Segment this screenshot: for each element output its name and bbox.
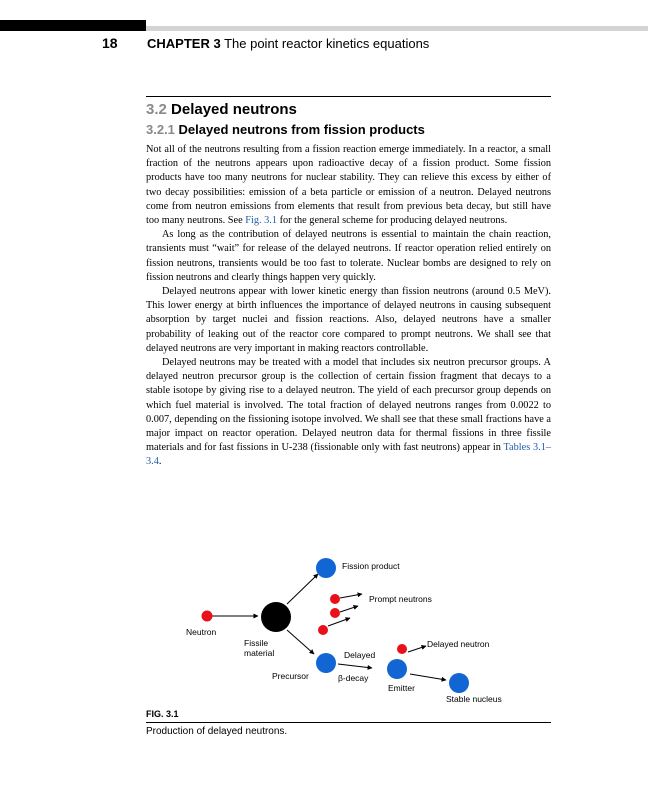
label-fission-product: Fission product <box>342 561 400 571</box>
chapter-title: The point reactor kinetics equations <box>224 36 430 51</box>
section-heading <box>146 101 297 118</box>
subsection-title: Delayed neutrons from fission products <box>178 122 425 137</box>
label-emitter: Emitter <box>388 683 415 693</box>
figure-caption-rule <box>146 722 551 723</box>
label-fissile-line2: material <box>244 648 275 658</box>
figure-diagram <box>146 548 551 710</box>
section-rule <box>146 96 551 97</box>
neutron-particle <box>202 611 213 622</box>
page-number: 18 <box>102 35 118 51</box>
section-title: Delayed neutrons <box>171 101 297 118</box>
arrow-beta-decay <box>338 664 372 668</box>
arrow-prompt-2 <box>340 606 358 612</box>
emitter-nucleus <box>387 659 407 679</box>
precursor-nucleus <box>316 653 336 673</box>
fissile-nucleus <box>261 602 291 632</box>
header-rule <box>146 26 648 31</box>
paragraph: Not all of the neutrons resulting from a fission reaction emerge immediately. In a reactor, a small fraction of the neutrons appears upon radioactive decay of a fission product. Some fission products have too many neutrons for nuclear stability. They can relieve this excess by either of two decay possibilities: emission of a beta particle or emission of a neutron. Delayed neutrons come from neutron emissions from elements that result from previous beta decay, but still have too many neutrons. See Fig. 3.1 for the general scheme for producing delayed neutrons. <box>146 144 551 227</box>
prompt-neutron-1 <box>330 594 340 604</box>
subsection-heading <box>146 122 425 137</box>
header-bar <box>0 20 146 31</box>
label-delayed-neutron: Delayed neutron <box>427 639 490 649</box>
arrow-prompt-1 <box>340 594 362 598</box>
label-stable-nucleus: Stable nucleus <box>446 694 502 704</box>
figure-link[interactable]: Fig. 3.1 <box>245 215 277 227</box>
paragraph: As long as the contribution of delayed neutrons is essential to maintain the chain reaction, transients must “wait” for release of the delayed neutrons. If reactor operation relied entirely on fission neutrons, transients would be too fast to tolerate. Nuclear bombs are designed to rely on fission neutrons and clearly things happen very quickly. <box>146 229 551 283</box>
prompt-neutron-2 <box>330 608 340 618</box>
label-neutron: Neutron <box>186 627 217 637</box>
arrow-to-stable-nucleus <box>410 674 446 680</box>
label-precursor: Precursor <box>272 671 309 681</box>
label-beta-decay: β-decay <box>338 673 369 683</box>
arrow-delayed-neutron <box>408 646 426 652</box>
running-head <box>147 36 429 51</box>
stable-nucleus <box>449 673 469 693</box>
delayed-neutron-particle <box>397 644 407 654</box>
arrow-to-precursor <box>287 630 314 654</box>
body-text <box>146 143 551 470</box>
label-fissile-line1: Fissile <box>244 638 269 648</box>
paragraph: Delayed neutrons appear with lower kinetic energy than fission neutrons (around 0.5 MeV). This lower energy at birth influences the importance of delayed neutrons in causing subsequent absorption by target nuclei and fission reactions. Also, delayed neutrons have a smaller probability of leaking out of the reactor core compared to prompt neutrons. We shall see that delayed neutrons are very important in making reactors controllable. <box>146 286 551 354</box>
arrow-prompt-3 <box>328 618 350 626</box>
label-prompt-neutrons: Prompt neutrons <box>369 594 432 604</box>
paragraph: Delayed neutrons may be treated with a model that includes six neutron precursor groups. A delayed neutron precursor group is the collection of certain fission fragment that decays to a stable isotope by giving rise to a delayed neutron. The yield of each precursor group depends on which fuel material is involved. The total fraction of delayed neutrons ranges from 0.0022 to 0.007, depending on the fissioning isotope involved. We shall see that these small fractions have a major impact on reactor operation. Delayed neutron data for thermal fissions in three fissile materials and for fast fissions in U-238 (fissionable only with fast neutrons) appear in Tables 3.1–3.4. <box>146 357 551 468</box>
section-number: 3.2 <box>146 101 167 118</box>
arrow-to-fission-product <box>287 574 318 604</box>
fission-product-nucleus <box>316 558 336 578</box>
label-delayed: Delayed <box>344 650 376 660</box>
subsection-number: 3.2.1 <box>146 122 175 137</box>
figure-caption: Production of delayed neutrons. <box>146 726 288 737</box>
prompt-neutron-3 <box>318 625 328 635</box>
figure-label: FIG. 3.1 <box>146 709 179 719</box>
tables-link[interactable]: Tables 3.1–3.4 <box>146 442 551 468</box>
chapter-label: CHAPTER 3 <box>147 36 221 51</box>
